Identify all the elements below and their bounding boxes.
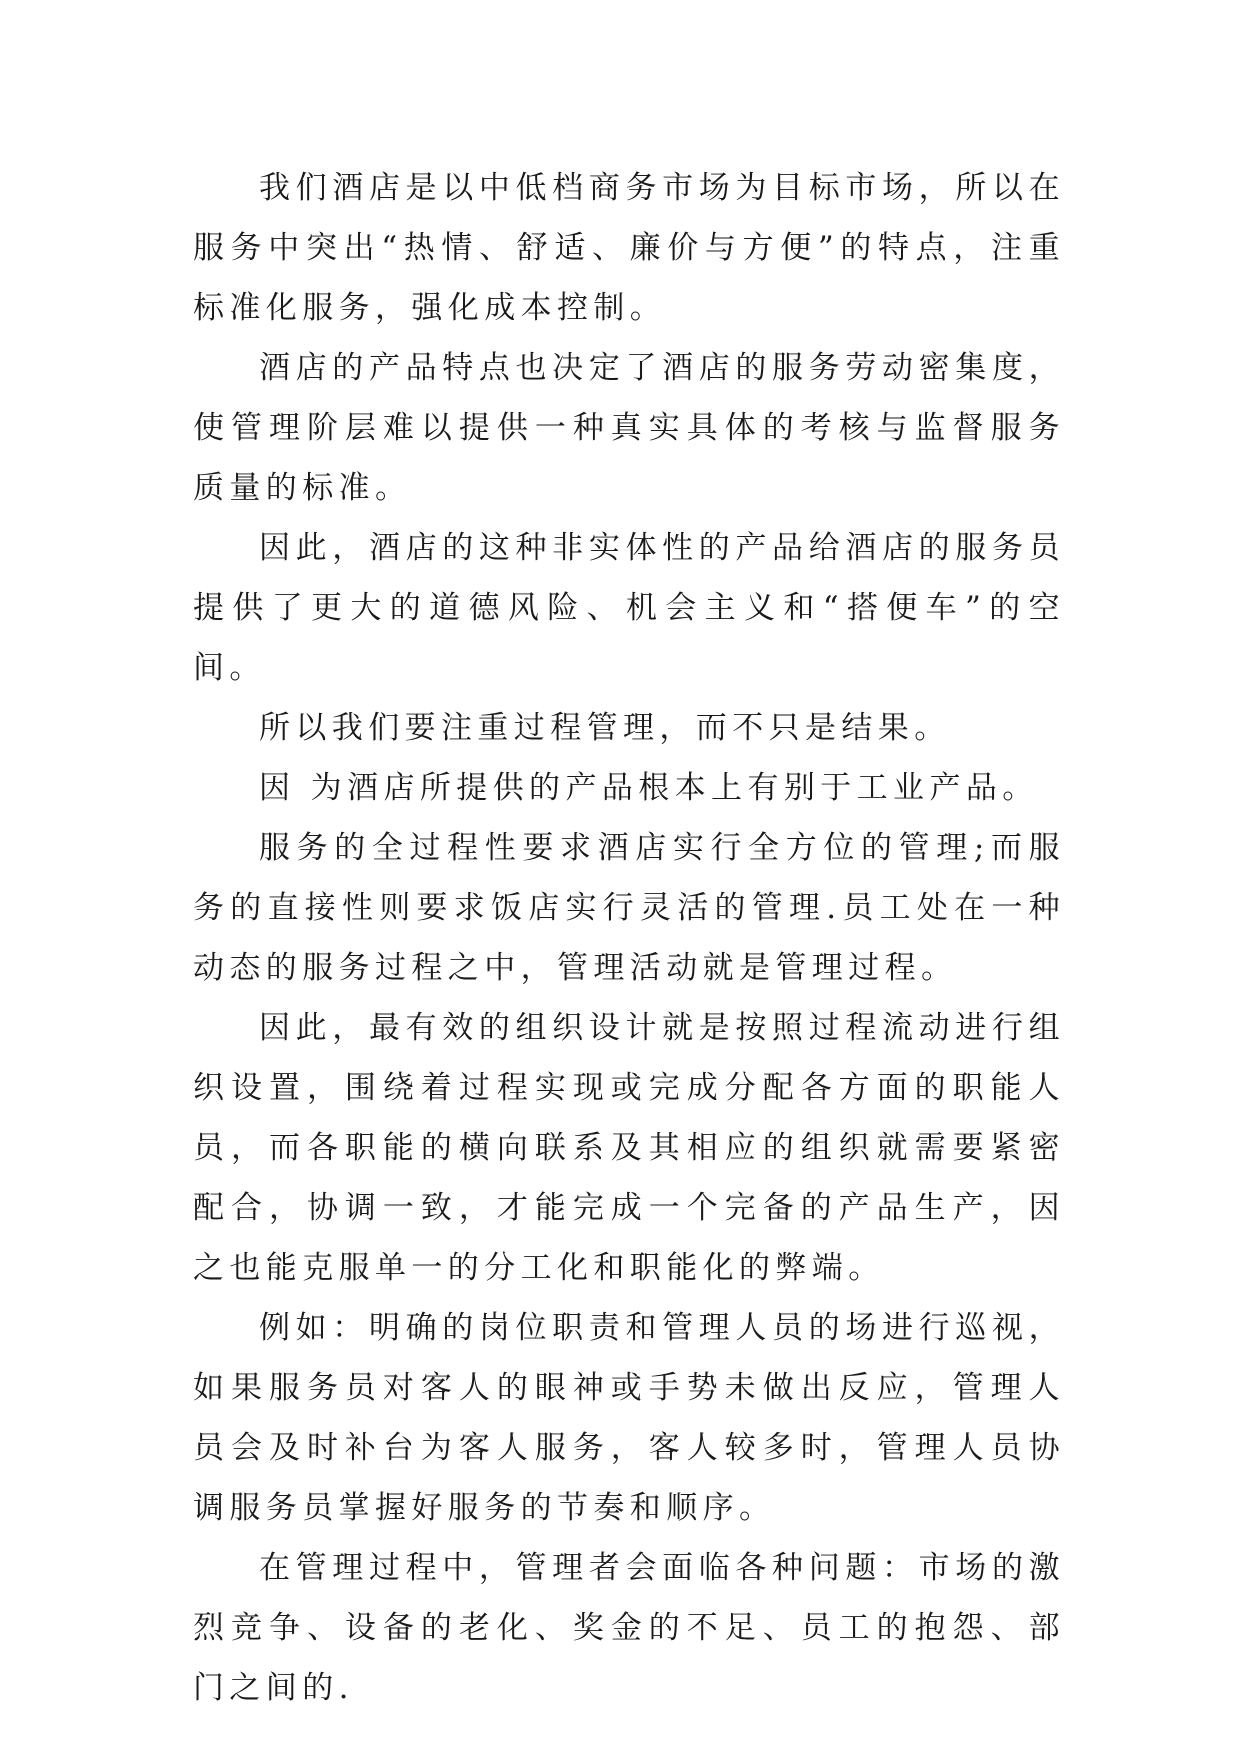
paragraph: 所以我们要注重过程管理，而不只是结果。 <box>259 710 951 746</box>
paragraph: 酒店的产品特点也决定了酒店的服务劳动密集度，使管理阶层难以提供一种真实具体的考核与监督服务质量的标准。 <box>193 350 1065 506</box>
paragraph: 因此，最有效的组织设计就是按照过程流动进行组织设置，围绕着过程实现或完成分配各方面的职能人员，而各职能的横向联系及其相应的组织就需要紧密配合，协调一致，才能完成一个完备的产品生产，因之也能克服单一的分工化和职能化的弊端。 <box>193 1010 1065 1286</box>
paragraph: 因此，酒店的这种非实体性的产品给酒店的服务员提供了更大的道德风险、机会主义和“搭便车”的空间。 <box>193 530 1065 686</box>
paragraph: 服务的全过程性要求酒店实行全方位的管理;而服务的直接性则要求饭店实行灵活的管理.员工处在一种动态的服务过程之中，管理活动就是管理过程。 <box>193 830 1065 986</box>
document-body <box>193 158 1065 1718</box>
paragraph: 我们酒店是以中低档商务市场为目标市场，所以在服务中突出“热情、舒适、廉价与方便”的特点，注重标准化服务，强化成本控制。 <box>193 170 1065 326</box>
paragraph: 例如：明确的岗位职责和管理人员的场进行巡视，如果服务员对客人的眼神或手势未做出反应，管理人员会及时补台为客人服务，客人较多时，管理人员协调服务员掌握好服务的节奏和顺序。 <box>193 1310 1065 1526</box>
paragraph: 在管理过程中，管理者会面临各种问题：市场的激烈竞争、设备的老化、奖金的不足、员工的抱怨、部门之间的. <box>193 1550 1065 1706</box>
paragraph: 因 为酒店所提供的产品根本上有别于工业产品。 <box>259 770 1039 806</box>
